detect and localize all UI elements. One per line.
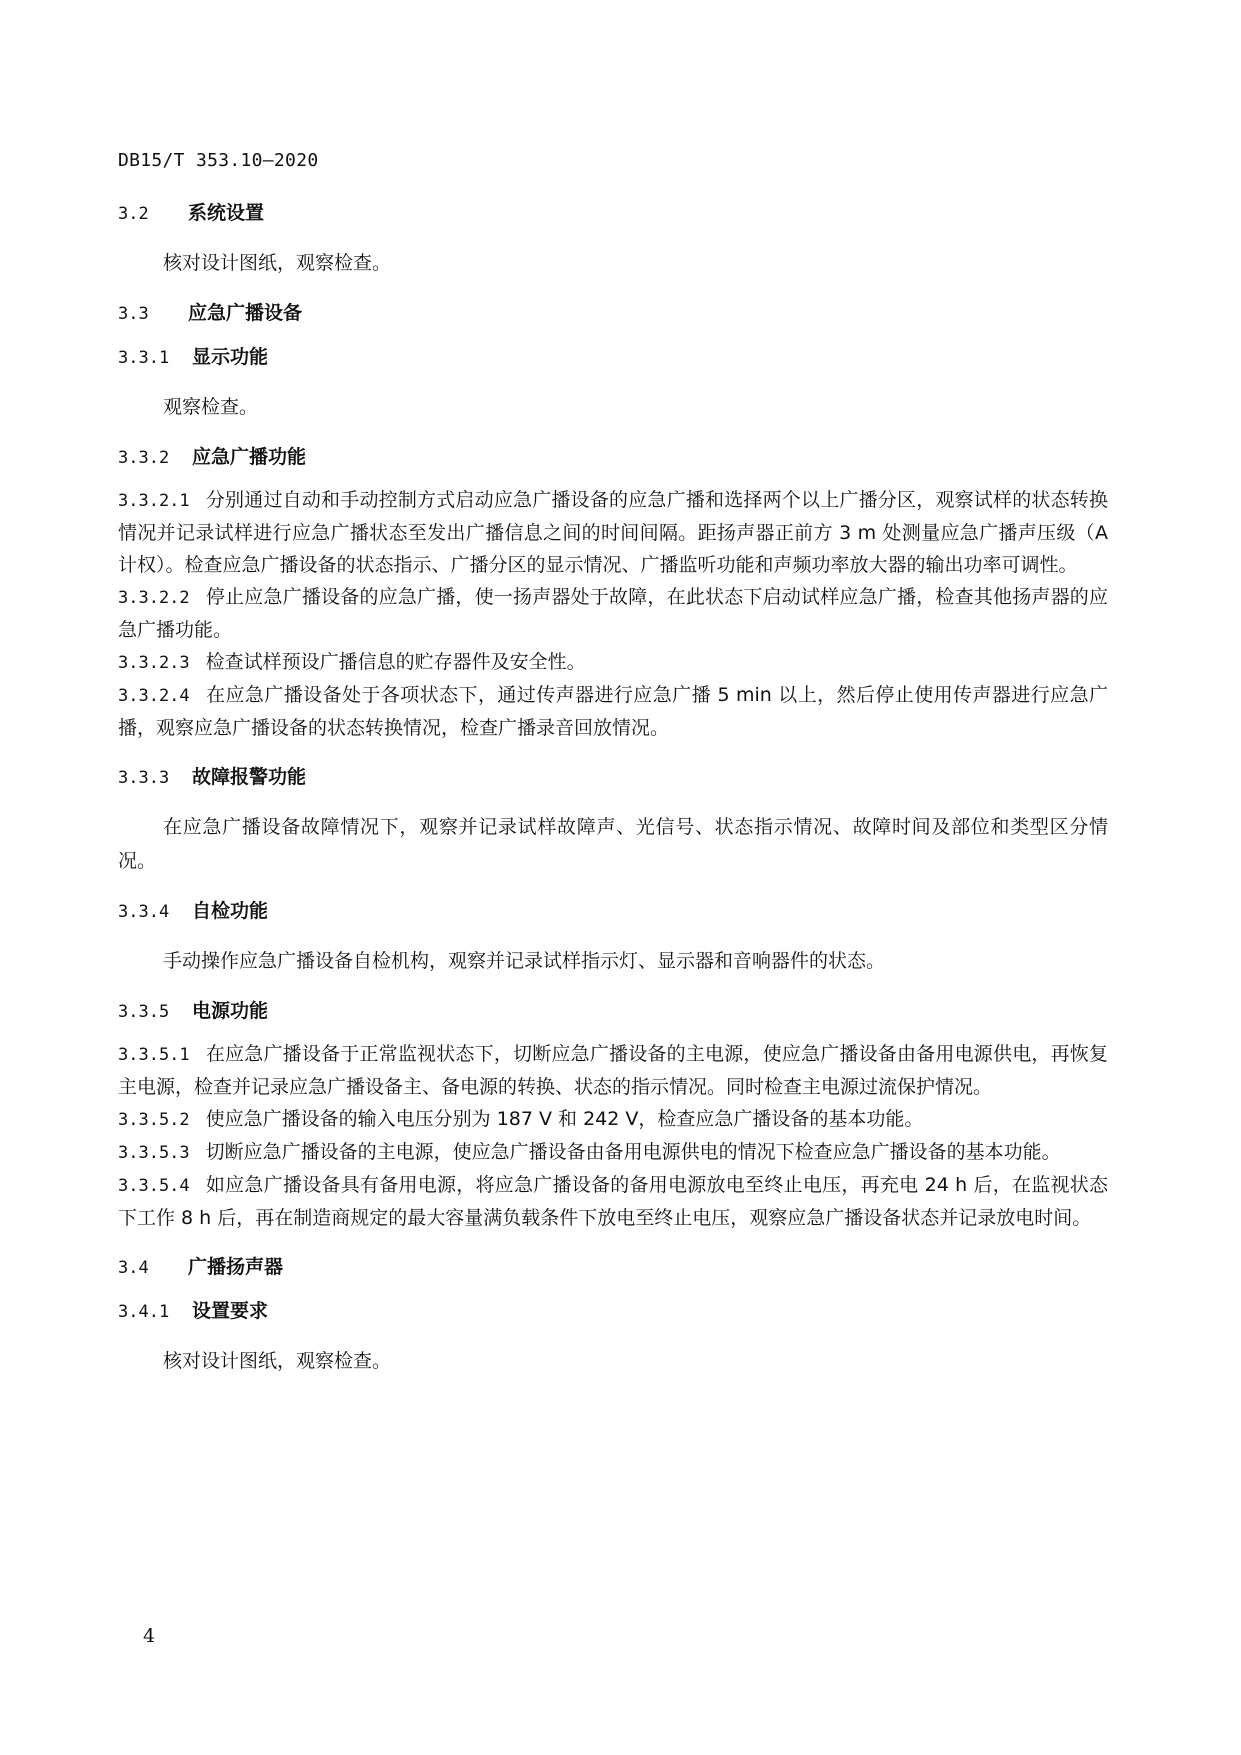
section-heading-3-3-3: [118, 760, 1108, 794]
clause-3-3-5-3: [118, 1136, 1108, 1169]
clause-text: 在应急广播设备于正常监视状态下，切断应急广播设备的主电源，使应急广播设备由备用电源供电，再恢复主电源，检查并记录应急广播设备主、备电源的转换、状态的指示情况。同时检查主电源过流保护情况。: [118, 1043, 1108, 1098]
section-title: 系统设置: [188, 202, 265, 224]
clause-text: 如应急广播设备具有备用电源，将应急广播设备的备用电源放电至终止电压，再充电 24 h 后，在监视状态下工作 8 h 后，再在制造商规定的最大容量满负载条件下放电至终止电压，观察应急广播设备状态并记录放电时间。: [118, 1174, 1108, 1229]
clause-text: 分别通过自动和手动控制方式启动应急广播设备的应急广播和选择两个以上广播分区，观察试样的状态转换情况并记录试样进行应急广播状态至发出广播信息之间的时间间隔。距扬声器正前方 3 m 处测量应急广播声压级（A 计权）。检查应急广播设备的状态指示、广播分区的显示情况、广播监听功能和声频功率放大器的输出功率可调性。: [118, 489, 1108, 576]
section-number: 3.3.1: [118, 348, 170, 368]
section-heading-3-2: [118, 196, 1108, 230]
section-number: 3.3.4: [118, 902, 170, 922]
clause-number: 3.3.5.2: [118, 1110, 190, 1130]
clause-3-3-5-1: [118, 1038, 1108, 1103]
clause-text: 切断应急广播设备的主电源，使应急广播设备由备用电源供电的情况下检查应急广播设备的基本功能。: [205, 1141, 1061, 1163]
document-code-header: DB15/T 353.10—2020: [118, 150, 319, 171]
section-heading-3-4: [118, 1250, 1108, 1284]
section-title: 应急广播设备: [188, 302, 303, 324]
clause-3-3-5-2: [118, 1103, 1108, 1136]
section-number: 3.3.3: [118, 768, 170, 788]
section-heading-3-3-4: [118, 894, 1108, 928]
clause-3-3-2-2: [118, 581, 1108, 646]
section-number: 3.4.1: [118, 1302, 170, 1322]
section-heading-3-4-1: [118, 1294, 1108, 1328]
section-number: 3.3.2: [118, 448, 170, 468]
clause-text: 停止应急广播设备的应急广播，使一扬声器处于故障，在此状态下启动试样应急广播，检查其他扬声器的应急广播功能。: [118, 586, 1108, 641]
clause-number: 3.3.5.1: [118, 1045, 190, 1065]
section-title: 故障报警功能: [192, 766, 307, 788]
section-heading-3-3-5: [118, 994, 1108, 1028]
section-number: 3.2: [118, 204, 149, 224]
section-heading-3-3-1: [118, 340, 1108, 374]
clause-3-3-2-4: [118, 679, 1108, 744]
clause-text: 使应急广播设备的输入电压分别为 187 V 和 242 V，检查应急广播设备的基本功能。: [205, 1108, 924, 1130]
section-title: 设置要求: [192, 1300, 269, 1322]
section-body-3-4-1: 核对设计图纸，观察检查。: [163, 1350, 392, 1372]
section-number: 3.4: [118, 1258, 149, 1278]
section-title: 显示功能: [192, 346, 269, 368]
section-title: 广播扬声器: [188, 1256, 284, 1278]
clause-number: 3.3.5.4: [118, 1176, 190, 1196]
section-number: 3.3.5: [118, 1002, 170, 1022]
clause-number: 3.3.2.3: [118, 653, 190, 673]
clause-number: 3.3.5.3: [118, 1143, 190, 1163]
clause-text: 检查试样预设广播信息的贮存器件及安全性。: [205, 651, 586, 673]
clause-number: 3.3.2.4: [118, 686, 190, 706]
clause-3-3-2-1: [118, 484, 1108, 581]
section-body-3-3-3: 在应急广播设备故障情况下，观察并记录试样故障声、光信号、状态指示情况、故障时间及部位和类型区分情况。: [118, 816, 1108, 872]
section-body-3-3-1: 观察检查。: [163, 396, 259, 418]
section-body-3-2: 核对设计图纸，观察检查。: [163, 252, 392, 274]
page-content: [118, 196, 1108, 1378]
section-heading-3-3-2: [118, 440, 1108, 474]
section-title: 电源功能: [192, 1000, 269, 1022]
clause-3-3-5-4: [118, 1169, 1108, 1234]
clause-text: 在应急广播设备处于各项状态下，通过传声器进行应急广播 5 min 以上，然后停止使用传声器进行应急广播，观察应急广播设备的状态转换情况，检查广播录音回放情况。: [118, 684, 1108, 739]
clause-3-3-2-3: [118, 646, 1108, 679]
page-number: 4: [143, 1625, 156, 1647]
section-title: 自检功能: [192, 900, 269, 922]
clause-number: 3.3.2.2: [118, 588, 190, 608]
section-body-3-3-4: 手动操作应急广播设备自检机构，观察并记录试样指示灯、显示器和音响器件的状态。: [163, 950, 886, 972]
section-heading-3-3: [118, 296, 1108, 330]
section-title: 应急广播功能: [192, 446, 307, 468]
clause-number: 3.3.2.1: [118, 491, 190, 511]
section-number: 3.3: [118, 304, 149, 324]
